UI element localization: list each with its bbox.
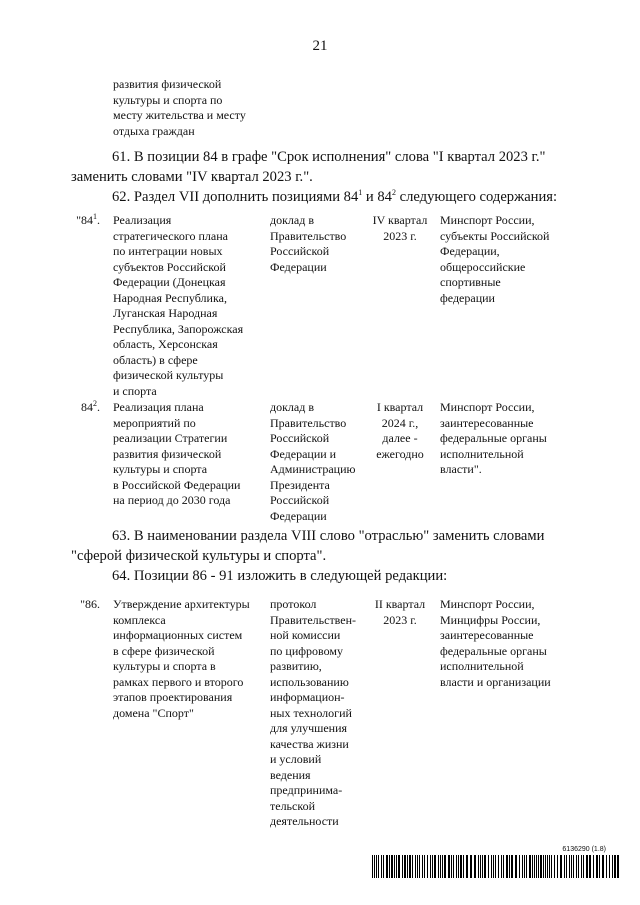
text-line: Республика, Запорожская <box>113 321 244 336</box>
text-line: Утверждение архитектуры <box>113 597 250 611</box>
superscript: 2 <box>391 188 396 198</box>
text-line: и спорта <box>113 383 157 398</box>
barcode-bar <box>538 855 539 878</box>
barcode-bar <box>438 855 439 878</box>
barcode-bar <box>422 855 423 878</box>
barcode-bar <box>511 855 513 878</box>
text-line: в сфере физической <box>113 643 215 658</box>
text-line: Минспорт России, <box>440 400 535 414</box>
barcode-bar <box>606 855 607 878</box>
text-line: субъектов Российской <box>113 259 226 274</box>
barcode-bar <box>415 855 416 878</box>
cell-term-86 <box>368 597 432 628</box>
barcode <box>372 846 622 880</box>
barcode-bar <box>581 855 582 878</box>
superscript: 1 <box>358 188 363 198</box>
paragraph-62-text: 62. Раздел VII дополнить позициями 84 <box>112 189 359 205</box>
text-line: исполнительной <box>440 659 524 673</box>
text-line: рамках первого и второго <box>113 674 244 689</box>
text-line: культуры и спорта в <box>113 659 216 673</box>
row-number-86: "86. <box>80 597 100 611</box>
text-line: Реализация плана <box>113 400 204 414</box>
barcode-bar <box>394 855 395 878</box>
text-line: Народная Республика, <box>113 290 227 305</box>
barcode-bar <box>596 855 598 878</box>
text-line: Российской <box>270 493 330 507</box>
barcode-bar <box>551 855 552 878</box>
cell-responsible-86 <box>440 597 580 690</box>
text-line: Администрацию <box>270 462 356 476</box>
barcode-bar <box>566 855 567 878</box>
text-line: спортивные <box>440 275 501 289</box>
text-line: власти и организации <box>440 674 551 689</box>
text-line: протокол <box>270 597 317 611</box>
barcode-bar <box>484 855 486 878</box>
row-number-text: . <box>97 213 100 227</box>
barcode-bar <box>419 855 420 878</box>
text-line: развития физической <box>113 77 222 91</box>
text-line: по интеграции новых <box>113 244 223 258</box>
text-line: I квартал <box>376 400 424 414</box>
barcode-bar <box>460 855 462 878</box>
barcode-bar <box>458 855 459 878</box>
text-line: 2024 г., <box>381 415 419 430</box>
row-number-text: 84 <box>81 400 93 414</box>
text-line: и условий <box>270 752 322 766</box>
barcode-bar <box>424 855 425 878</box>
text-line: власти". <box>440 462 482 476</box>
text-line: ведения <box>270 767 311 782</box>
text-line: общероссийские <box>440 259 526 274</box>
text-line: область) в сфере <box>113 352 198 367</box>
barcode-bar <box>536 855 537 878</box>
barcode-code: 6136290 (1.8) <box>562 846 606 853</box>
text-line: II квартал <box>374 597 426 611</box>
barcode-bar <box>501 855 502 878</box>
barcode-bar <box>612 855 613 878</box>
cell-responsible-84-1 <box>440 213 580 306</box>
barcode-bar <box>430 855 431 878</box>
text-line: комплекса <box>113 612 166 627</box>
text-line: IV квартал <box>372 213 428 227</box>
row-number-text: "84 <box>76 213 93 227</box>
barcode-bar <box>381 855 382 878</box>
barcode-bar <box>444 855 446 878</box>
text-line: исполнительной <box>440 446 524 461</box>
barcode-bar <box>463 855 464 878</box>
text-line: ных технологий <box>270 705 352 720</box>
barcode-bar <box>470 855 472 878</box>
barcode-bar <box>526 855 527 878</box>
barcode-bar <box>493 855 494 878</box>
text-line: заинтересованные <box>440 628 534 642</box>
barcode-bar <box>495 855 496 878</box>
barcode-bar <box>586 855 588 878</box>
text-line: Президента <box>270 477 330 492</box>
barcode-bar <box>599 855 600 878</box>
paragraph-61-line-2: заменить словами "IV квартал 2023 г.". <box>71 169 313 185</box>
barcode-bar <box>407 855 408 878</box>
cell-name-84-2 <box>113 400 271 509</box>
text-line: Федерации, <box>440 244 500 258</box>
barcode-bar <box>564 855 565 878</box>
barcode-bar <box>617 855 619 878</box>
text-line: для улучшения <box>270 721 348 735</box>
text-line: Федерации и <box>270 446 337 461</box>
text-line: ежегодно <box>376 446 424 461</box>
barcode-bar <box>404 855 406 878</box>
cell-form-84-1 <box>270 213 368 275</box>
barcode-bar <box>482 855 483 878</box>
barcode-bar <box>374 855 375 878</box>
text-line: культуры и спорта <box>113 462 208 476</box>
text-line: заинтересованные <box>440 415 534 430</box>
row-number-text: . <box>97 400 100 414</box>
barcode-bar <box>547 855 548 878</box>
cell-name-86 <box>113 597 271 721</box>
text-line: развитию, <box>270 659 322 673</box>
text-line: Федерации <box>270 259 327 274</box>
row-number-84-2 <box>64 400 100 416</box>
barcode-bar <box>378 855 379 878</box>
text-line: отдыха граждан <box>113 123 195 138</box>
text-line: доклад в <box>270 213 315 227</box>
barcode-bar <box>549 855 550 878</box>
text-line: Минспорт России, <box>440 213 535 227</box>
text-line: Правительство <box>270 415 347 430</box>
barcode-bar <box>506 855 508 878</box>
cell-term-84-1 <box>368 213 432 244</box>
text-line: по цифровому <box>270 643 343 658</box>
text-line: Правительствен- <box>270 612 357 627</box>
barcode-bar <box>522 855 523 878</box>
barcode-bar <box>376 855 377 878</box>
barcode-bar <box>456 855 457 878</box>
text-line: в Российской Федерации <box>113 477 241 492</box>
barcode-bar <box>478 855 479 878</box>
text-line: домена "Спорт" <box>113 705 194 720</box>
barcode-bar <box>440 855 441 878</box>
text-line: предпринима- <box>270 783 343 797</box>
barcode-bar <box>569 855 570 878</box>
text-line: тельской <box>270 798 315 813</box>
text-line: этапов проектирования <box>113 690 233 704</box>
text-line: область, Херсонская <box>113 337 218 351</box>
barcode-bar <box>491 855 492 878</box>
barcode-bar <box>412 855 413 878</box>
paragraph-62-text: и 84 <box>362 189 392 205</box>
text-line: субъекты Российской <box>440 228 550 243</box>
text-line: месту жительства и месту <box>113 108 246 122</box>
barcode-bars <box>372 855 622 878</box>
barcode-bar <box>503 855 504 878</box>
barcode-bar <box>614 855 616 878</box>
barcode-bar <box>409 855 411 878</box>
text-line: далее - <box>382 431 418 445</box>
barcode-bar <box>578 855 579 878</box>
barcode-bar <box>519 855 520 878</box>
barcode-bar <box>529 855 531 878</box>
cell-form-84-2 <box>270 400 368 524</box>
text-line: реализации Стратегии <box>113 431 228 445</box>
paragraph-63-line-1: 63. В наименовании раздела VIII слово "отраслью" заменить словами <box>112 528 545 544</box>
barcode-bar <box>583 855 584 878</box>
barcode-bar <box>417 855 418 878</box>
text-line: Минспорт России, <box>440 597 535 611</box>
barcode-bar <box>602 855 604 878</box>
paragraph-61-line-1: 61. В позиции 84 в графе "Срок исполнения" слова "I квартал 2023 г." <box>112 149 546 165</box>
barcode-bar <box>589 855 591 878</box>
paragraph-62-text: следующего содержания: <box>395 189 558 205</box>
paragraph-63-line-2: "сферой физической культуры и спорта". <box>71 548 327 564</box>
text-line: ной комиссии <box>270 628 341 642</box>
text-line: использованию <box>270 674 349 689</box>
text-line: Минцифры России, <box>440 612 541 627</box>
barcode-bar <box>554 855 555 878</box>
cell-name-84-1 <box>113 213 271 399</box>
text-line: федеральные органы <box>440 643 547 658</box>
barcode-bar <box>488 855 489 878</box>
barcode-bar <box>442 855 443 878</box>
superscript: 2 <box>93 399 97 408</box>
paragraph-62 <box>112 188 632 208</box>
text-line: развития физической <box>113 446 222 461</box>
barcode-bar <box>448 855 450 878</box>
text-line: 2023 г. <box>383 612 417 627</box>
text-line: на период до 2030 года <box>113 493 231 507</box>
barcode-bar <box>402 855 403 878</box>
page-number: 21 <box>312 38 328 54</box>
text-line: Реализация <box>113 213 172 227</box>
text-line: Федерации (Донецкая <box>113 275 226 289</box>
barcode-bar <box>372 855 373 878</box>
superscript: 1 <box>93 212 97 221</box>
barcode-bar <box>524 855 525 878</box>
text-line: мероприятий по <box>113 415 196 430</box>
paragraph-64: 64. Позиции 86 - 91 изложить в следующей редакции: <box>112 568 448 584</box>
barcode-bar <box>398 855 400 878</box>
barcode-bar <box>509 855 510 878</box>
barcode-bar <box>434 855 436 878</box>
barcode-bar <box>396 855 397 878</box>
barcode-bar <box>540 855 542 878</box>
barcode-bar <box>432 855 433 878</box>
text-line: 2023 г. <box>383 228 417 243</box>
cell-term-84-2 <box>368 400 432 462</box>
barcode-bar <box>573 855 574 878</box>
text-line: доклад в <box>270 400 315 414</box>
text-line: стратегического плана <box>113 228 228 243</box>
text-line: Российской <box>270 431 330 445</box>
barcode-bar <box>576 855 577 878</box>
barcode-bar <box>480 855 481 878</box>
barcode-bar <box>474 855 476 878</box>
text-line: Российской <box>270 244 330 258</box>
barcode-bar <box>453 855 454 878</box>
barcode-bar <box>451 855 452 878</box>
cell-form-86 <box>270 597 368 830</box>
text-line: Луганская Народная <box>113 306 218 320</box>
text-line: культуры и спорта по <box>113 92 223 107</box>
text-line: федеральные органы <box>440 431 547 445</box>
barcode-bar <box>383 855 384 878</box>
text-line: Федерации <box>270 508 327 523</box>
cell-responsible-84-2 <box>440 400 580 478</box>
barcode-bar <box>427 855 428 878</box>
text-line: деятельности <box>270 814 339 828</box>
text-line: информацион- <box>270 690 345 704</box>
barcode-bar <box>593 855 594 878</box>
text-line: физической культуры <box>113 368 224 382</box>
barcode-bar <box>532 855 533 878</box>
continued-cell-text <box>113 77 273 139</box>
barcode-bar <box>543 855 544 878</box>
barcode-bar <box>534 855 535 878</box>
barcode-bar <box>386 855 388 878</box>
barcode-bar <box>498 855 499 878</box>
barcode-bar <box>560 855 562 878</box>
barcode-bar <box>557 855 558 878</box>
barcode-bar <box>571 855 572 878</box>
barcode-bar <box>466 855 468 878</box>
text-line: федерации <box>440 290 495 305</box>
barcode-bar <box>609 855 610 878</box>
barcode-bar <box>389 855 390 878</box>
text-line: качества жизни <box>270 736 349 751</box>
text-line: информационных систем <box>113 628 243 642</box>
text-line: Правительство <box>270 228 347 243</box>
row-number-84-1 <box>64 213 100 229</box>
barcode-bar <box>545 855 546 878</box>
barcode-bar <box>391 855 393 878</box>
barcode-bar <box>515 855 517 878</box>
